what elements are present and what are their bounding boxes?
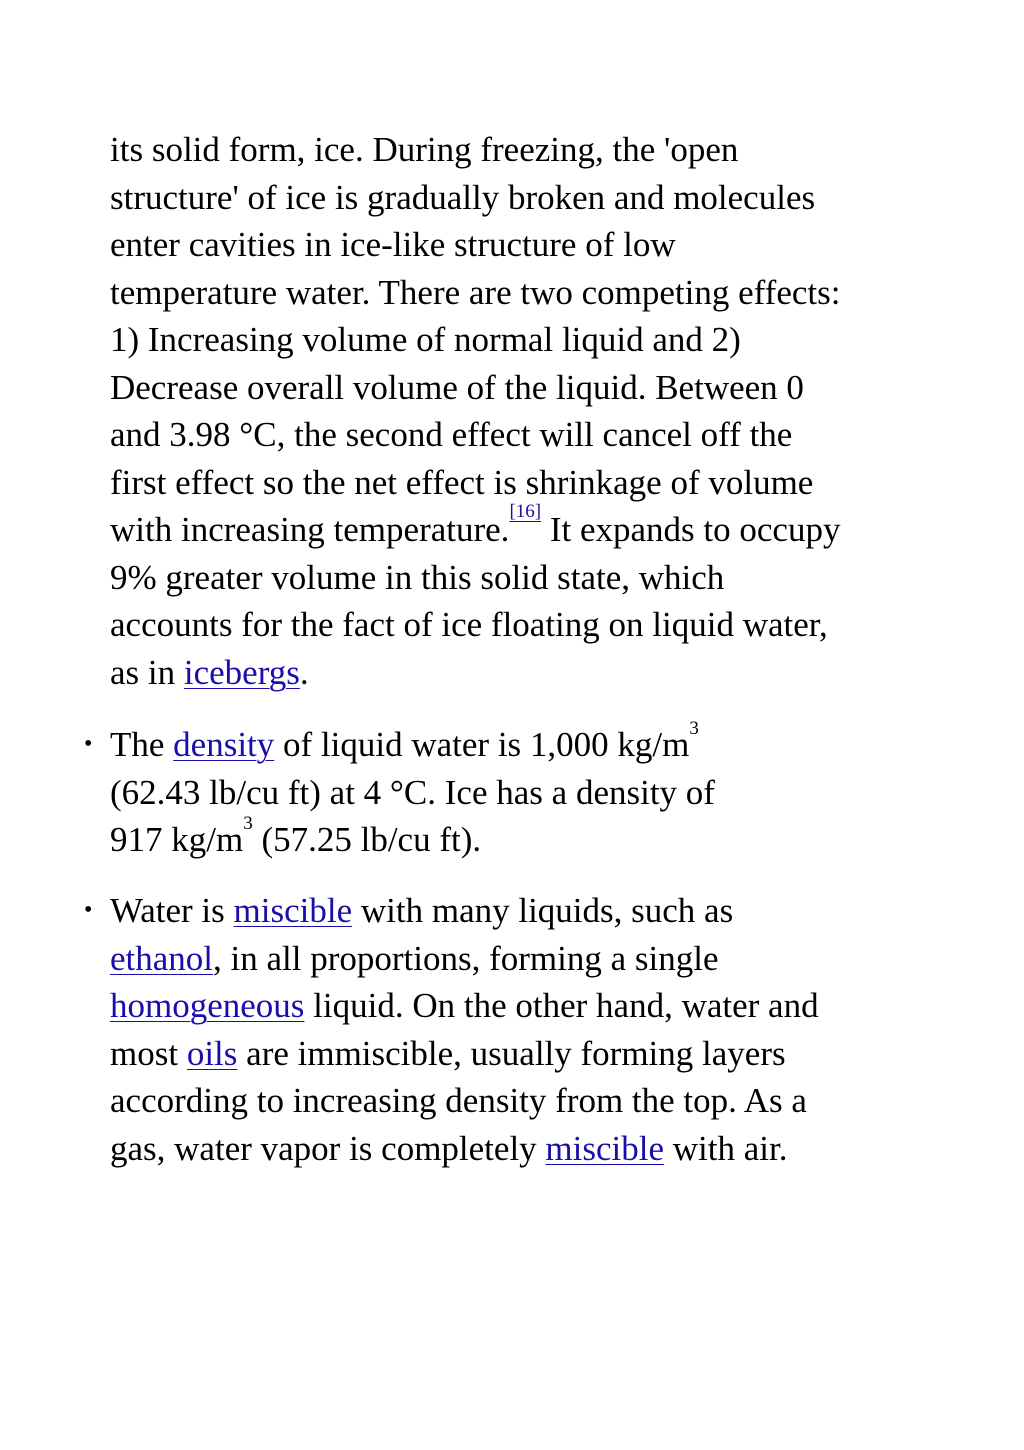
text-segment: most bbox=[110, 1033, 187, 1073]
text-segment: with increasing temperature. bbox=[110, 510, 510, 549]
bullet-marker: • bbox=[84, 731, 93, 757]
text-line bbox=[110, 1125, 819, 1173]
text-segment: with many liquids, such as bbox=[352, 891, 734, 930]
oils-link[interactable]: oils bbox=[186, 1033, 238, 1073]
text-line bbox=[110, 813, 715, 864]
text-line bbox=[110, 501, 841, 554]
text-line: according to increasing density from the top. As a bbox=[110, 1081, 807, 1120]
superscript: 3 bbox=[243, 813, 253, 834]
bullet-marker: • bbox=[84, 897, 93, 923]
superscript: 3 bbox=[689, 718, 699, 739]
text-line: first effect so the net effect is shrinkage of volume bbox=[110, 462, 814, 502]
density-link[interactable]: density bbox=[173, 725, 275, 764]
text-line: enter cavities in ice-like structure of low bbox=[110, 225, 676, 264]
text-line: (62.43 lb/cu ft) at 4 °C. Ice has a density of bbox=[110, 772, 715, 812]
text-segment: , in all proportions, forming a single bbox=[213, 938, 719, 978]
text-line: and 3.98 °C, the second effect will cancel off the bbox=[110, 415, 793, 454]
homogeneous-link[interactable]: homogeneous bbox=[110, 986, 305, 1025]
miscible-link[interactable]: miscible bbox=[233, 891, 353, 930]
ethanol-link[interactable]: ethanol bbox=[110, 938, 214, 978]
miscibility-list-item bbox=[110, 887, 819, 1172]
density-list-item bbox=[110, 718, 715, 864]
text-line: accounts for the fact of ice floating on liquid water, bbox=[110, 605, 828, 644]
text-segment: The bbox=[110, 725, 174, 764]
text-segment: (57.25 lb/cu ft). bbox=[252, 820, 482, 859]
text-segment: liquid. On the other hand, water and bbox=[304, 986, 819, 1025]
text-segment: with air. bbox=[664, 1128, 788, 1168]
text-line: temperature water. There are two competing effects: bbox=[110, 272, 841, 312]
text-segment: are immiscible, usually forming layers bbox=[237, 1033, 786, 1073]
text-line bbox=[110, 935, 819, 983]
ice-structure-paragraph bbox=[110, 126, 840, 696]
icebergs-link[interactable]: icebergs bbox=[183, 652, 300, 692]
text-line bbox=[110, 887, 819, 935]
text-segment: as in bbox=[110, 652, 184, 692]
text-segment: of liquid water is 1,000 kg/m bbox=[274, 725, 690, 764]
text-line: Decrease overall volume of the liquid. Between 0 bbox=[110, 367, 804, 407]
text-segment: It expands to occupy bbox=[541, 510, 841, 549]
text-line bbox=[110, 649, 840, 697]
text-line bbox=[110, 982, 819, 1030]
text-segment: . bbox=[299, 652, 309, 692]
text-line: its solid form, ice. During freezing, the 'open bbox=[110, 130, 739, 169]
text-line bbox=[110, 1030, 819, 1078]
miscible-link-2[interactable]: miscible bbox=[545, 1128, 665, 1168]
text-segment: Water is bbox=[110, 891, 234, 930]
text-line bbox=[110, 718, 715, 769]
citation-16-link[interactable]: [16] bbox=[509, 501, 542, 522]
text-line: 1) Increasing volume of normal liquid and 2) bbox=[110, 320, 741, 359]
text-segment: gas, water vapor is completely bbox=[110, 1128, 546, 1168]
text-segment: 917 kg/m bbox=[110, 820, 244, 859]
text-line: structure' of ice is gradually broken and molecules bbox=[110, 177, 816, 217]
text-line: 9% greater volume in this solid state, which bbox=[110, 557, 725, 597]
